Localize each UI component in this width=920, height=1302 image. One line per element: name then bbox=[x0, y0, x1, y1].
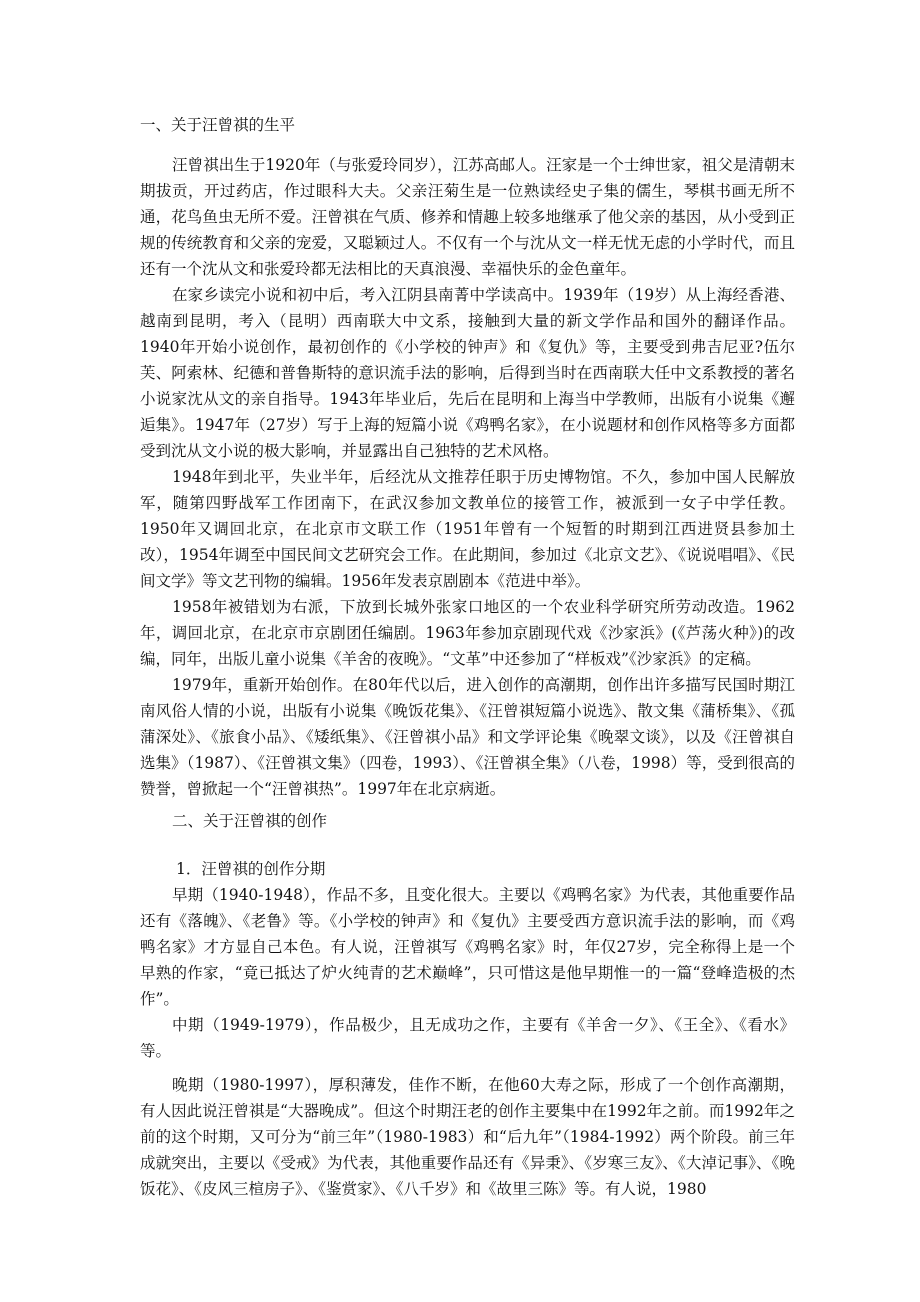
paragraph: 中期（1949-1979），作品极少，且无成功之作，主要有《羊舍一夕》、《王全》、《看水》等。 bbox=[140, 1016, 795, 1060]
paragraph: 1948年到北平，失业半年，后经沈从文推荐任职于历史博物馆。不久，参加中国人民解放军，随第四野战军工作团南下，在武汉参加文教单位的接管工作，被派到一女子中学任教。1950年又调回北京，在北京市文联工作（1951年曾有一个短暂的时期到江西进贤县参加土改），1954年调至中国民间文艺研究会工作。在此期间，参加过《北京文艺》、《说说唱唱》、《民间文学》等文艺刊物的编辑。1956年发表京剧剧本《范进中举》。 bbox=[140, 468, 795, 590]
paragraph: 早期（1940-1948），作品不多，且变化很大。主要以《鸡鸭名家》为代表，其他重要作品还有《落魄》、《老鲁》等。《小学校的钟声》和《复仇》主要受西方意识流手法的影响，而《鸡鸭名家》才方显自己本色。有人说，汪曾祺写《鸡鸭名家》时，年仅27岁，完全称得上是一个早熟的作家，“竟已抵达了炉火纯青的艺术巅峰”，只可惜这是他早期惟一的一篇“登峰造极的杰作”。 bbox=[140, 886, 795, 1008]
paragraph: 1979年，重新开始创作。在80年代以后，进入创作的高潮期，创作出许多描写民国时期江南风俗人情的小说，出版有小说集《晚饭花集》、《汪曾祺短篇小说选》、散文集《蒲桥集》、《孤蒲深处》、《旅食小品》、《矮纸集》、《汪曾祺小品》和文学评论集《晚翠文谈》，以及《汪曾祺自选集》（1987）、《汪曾祺文集》（四卷，1993）、《汪曾祺全集》（八卷，1998）等，受到很高的赞誉，曾掀起一个“汪曾祺热”。1997年在北京病逝。 bbox=[140, 676, 795, 798]
section-1-body bbox=[140, 152, 795, 802]
paragraph: 1958年被错划为右派，下放到长城外张家口地区的一个农业科学研究所劳动改造。1962年，调回北京，在北京市京剧团任编剧。1963年参加京剧现代戏《沙家浜》(《芦荡火种》)的改编，同年，出版儿童小说集《羊舍的夜晚》。“文革”中还参加了“样板戏”《沙家浜》的定稿。 bbox=[140, 598, 795, 668]
paragraph: 汪曾祺出生于1920年（与张爱玲同岁），江苏高邮人。汪家是一个士绅世家，祖父是清朝末期拔贡，开过药店，作过眼科大夫。父亲汪菊生是一位熟读经史子集的儒生，琴棋书画无所不通，花鸟鱼虫无所不爱。汪曾祺在气质、修养和情趣上较多地继承了他父亲的基因，从小受到正规的传统教育和父亲的宠爱，又聪颖过人。不仅有一个与沈从文一样无忧无虑的小学时代，而且还有一个沈从文和张爱玲都无法相比的天真浪漫、幸福快乐的金色童年。 bbox=[140, 156, 795, 278]
section-2-body bbox=[140, 856, 795, 1202]
section-1-title: 一、关于汪曾祺的生平 bbox=[140, 116, 296, 134]
subsection-title: 1．汪曾祺的创作分期 bbox=[176, 860, 326, 878]
paragraph: 晚期（1980-1997），厚积薄发，佳作不断，在他60大寿之际，形成了一个创作高潮期，有人因此说汪曾祺是“大器晚成”。但这个时期汪老的创作主要集中在1992年之前。而1992年之前的这个时期，又可分为“前三年”（1980-1983）和“后九年”（1984-1992）两个阶段。前三年成就突出，主要以《受戒》为代表，其他重要作品还有《异秉》、《岁寒三友》、《大淖记事》、《晚饭花》、《皮风三楦房子》、《鉴赏家》、《八千岁》和《故里三陈》等。有人说，1980 bbox=[140, 1076, 795, 1198]
section-2-title: 二、关于汪曾祺的创作 bbox=[172, 812, 328, 830]
paragraph: 在家乡读完小说和初中后，考入江阴县南菁中学读高中。1939年（19岁）从上海经香港、越南到昆明，考入（昆明）西南联大中文系，接触到大量的新文学作品和国外的翻译作品。1940年开始小说创作，最初创作的《小学校的钟声》和《复仇》等，主要受到弗吉尼亚?伍尔芙、阿索林、纪德和普鲁斯特的意识流手法的影响，后得到当时在西南联大任中文系教授的著名小说家沈从文的亲自指导。1943年毕业后，先后在昆明和上海当中学教师，出版有小说集《邂逅集》。1947年（27岁）写于上海的短篇小说《鸡鸭名家》，在小说题材和创作风格等多方面都受到沈从文小说的极大影响，并显露出自己独特的艺术风格。 bbox=[140, 286, 795, 460]
